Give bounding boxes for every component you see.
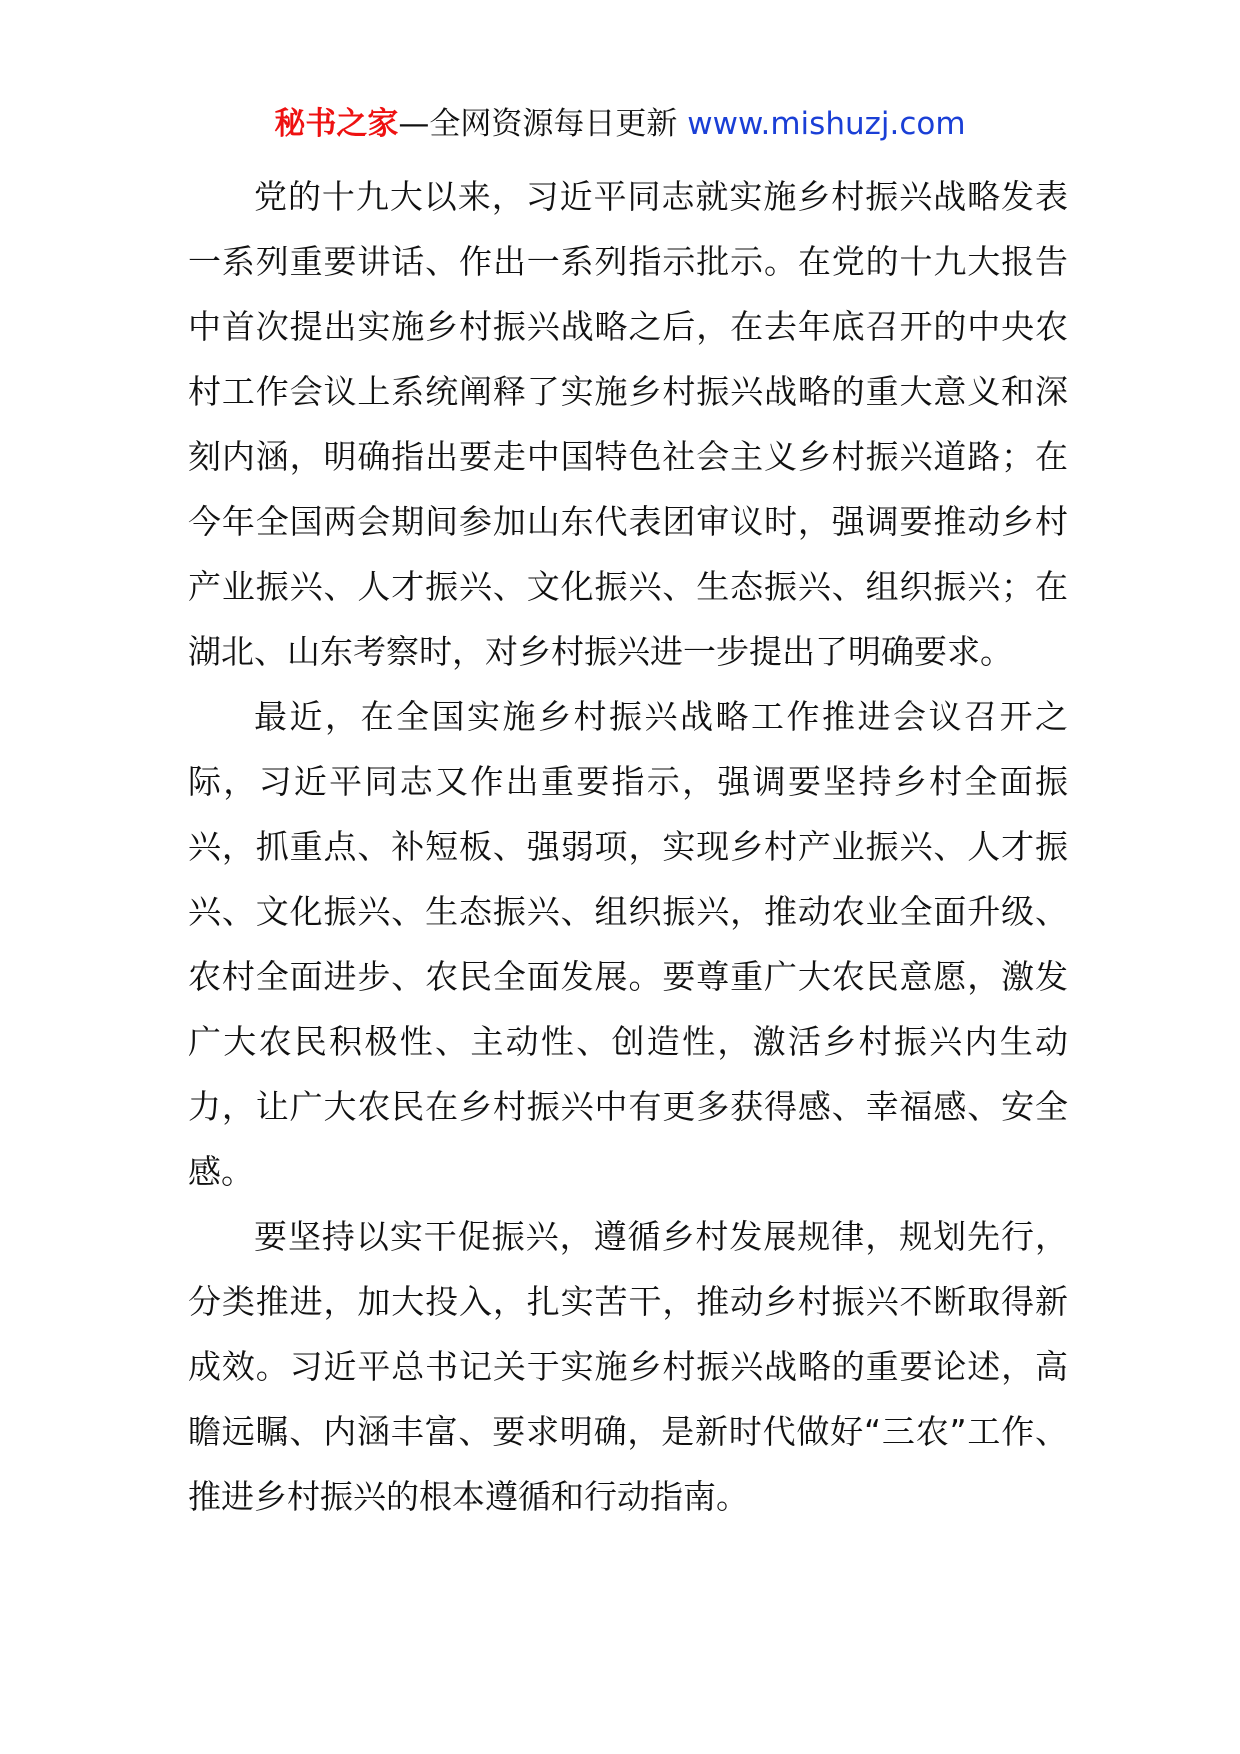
article-body	[188, 164, 1068, 1529]
paragraph-2: 最近，在全国实施乡村振兴战略工作推进会议召开之际，习近平同志又作出重要指示，强调要坚持乡村全面振兴，抓重点、补短板、强弱项，实现乡村产业振兴、人才振兴、文化振兴、生态振兴、组织振兴，推动农业全面升级、农村全面进步、农民全面发展。要尊重广大农民意愿，激发广大农民积极性、主动性、创造性，激活乡村振兴内生动力，让广大农民在乡村振兴中有更多获得感、幸福感、安全感。	[188, 697, 1068, 1191]
brand-name: 秘书之家	[274, 106, 399, 142]
paragraph-3: 要坚持以实干促振兴，遵循乡村发展规律，规划先行，分类推进，加大投入，扎实苦干，推动乡村振兴不断取得新成效。习近平总书记关于实施乡村振兴战略的重要论述，高瞻远瞩、内涵丰富、要求明确，是新时代做好“三农”工作、推进乡村振兴的根本遵循和行动指南。	[188, 1217, 1068, 1516]
site-url-link[interactable]: www.mishuzj.com	[687, 106, 966, 142]
paragraph-1: 党的十九大以来，习近平同志就实施乡村振兴战略发表一系列重要讲话、作出一系列指示批示。在党的十九大报告中首次提出实施乡村振兴战略之后，在去年底召开的中央农村工作会议上系统阐释了实施乡村振兴战略的重大意义和深刻内涵，明确指出要走中国特色社会主义乡村振兴道路；在今年全国两会期间参加山东代表团审议时，强调要推动乡村产业振兴、人才振兴、文化振兴、生态振兴、组织振兴；在湖北、山东考察时，对乡村振兴进一步提出了明确要求。	[188, 177, 1068, 671]
header-tagline: —全网资源每日更新	[398, 106, 688, 142]
site-header	[0, 100, 1240, 148]
